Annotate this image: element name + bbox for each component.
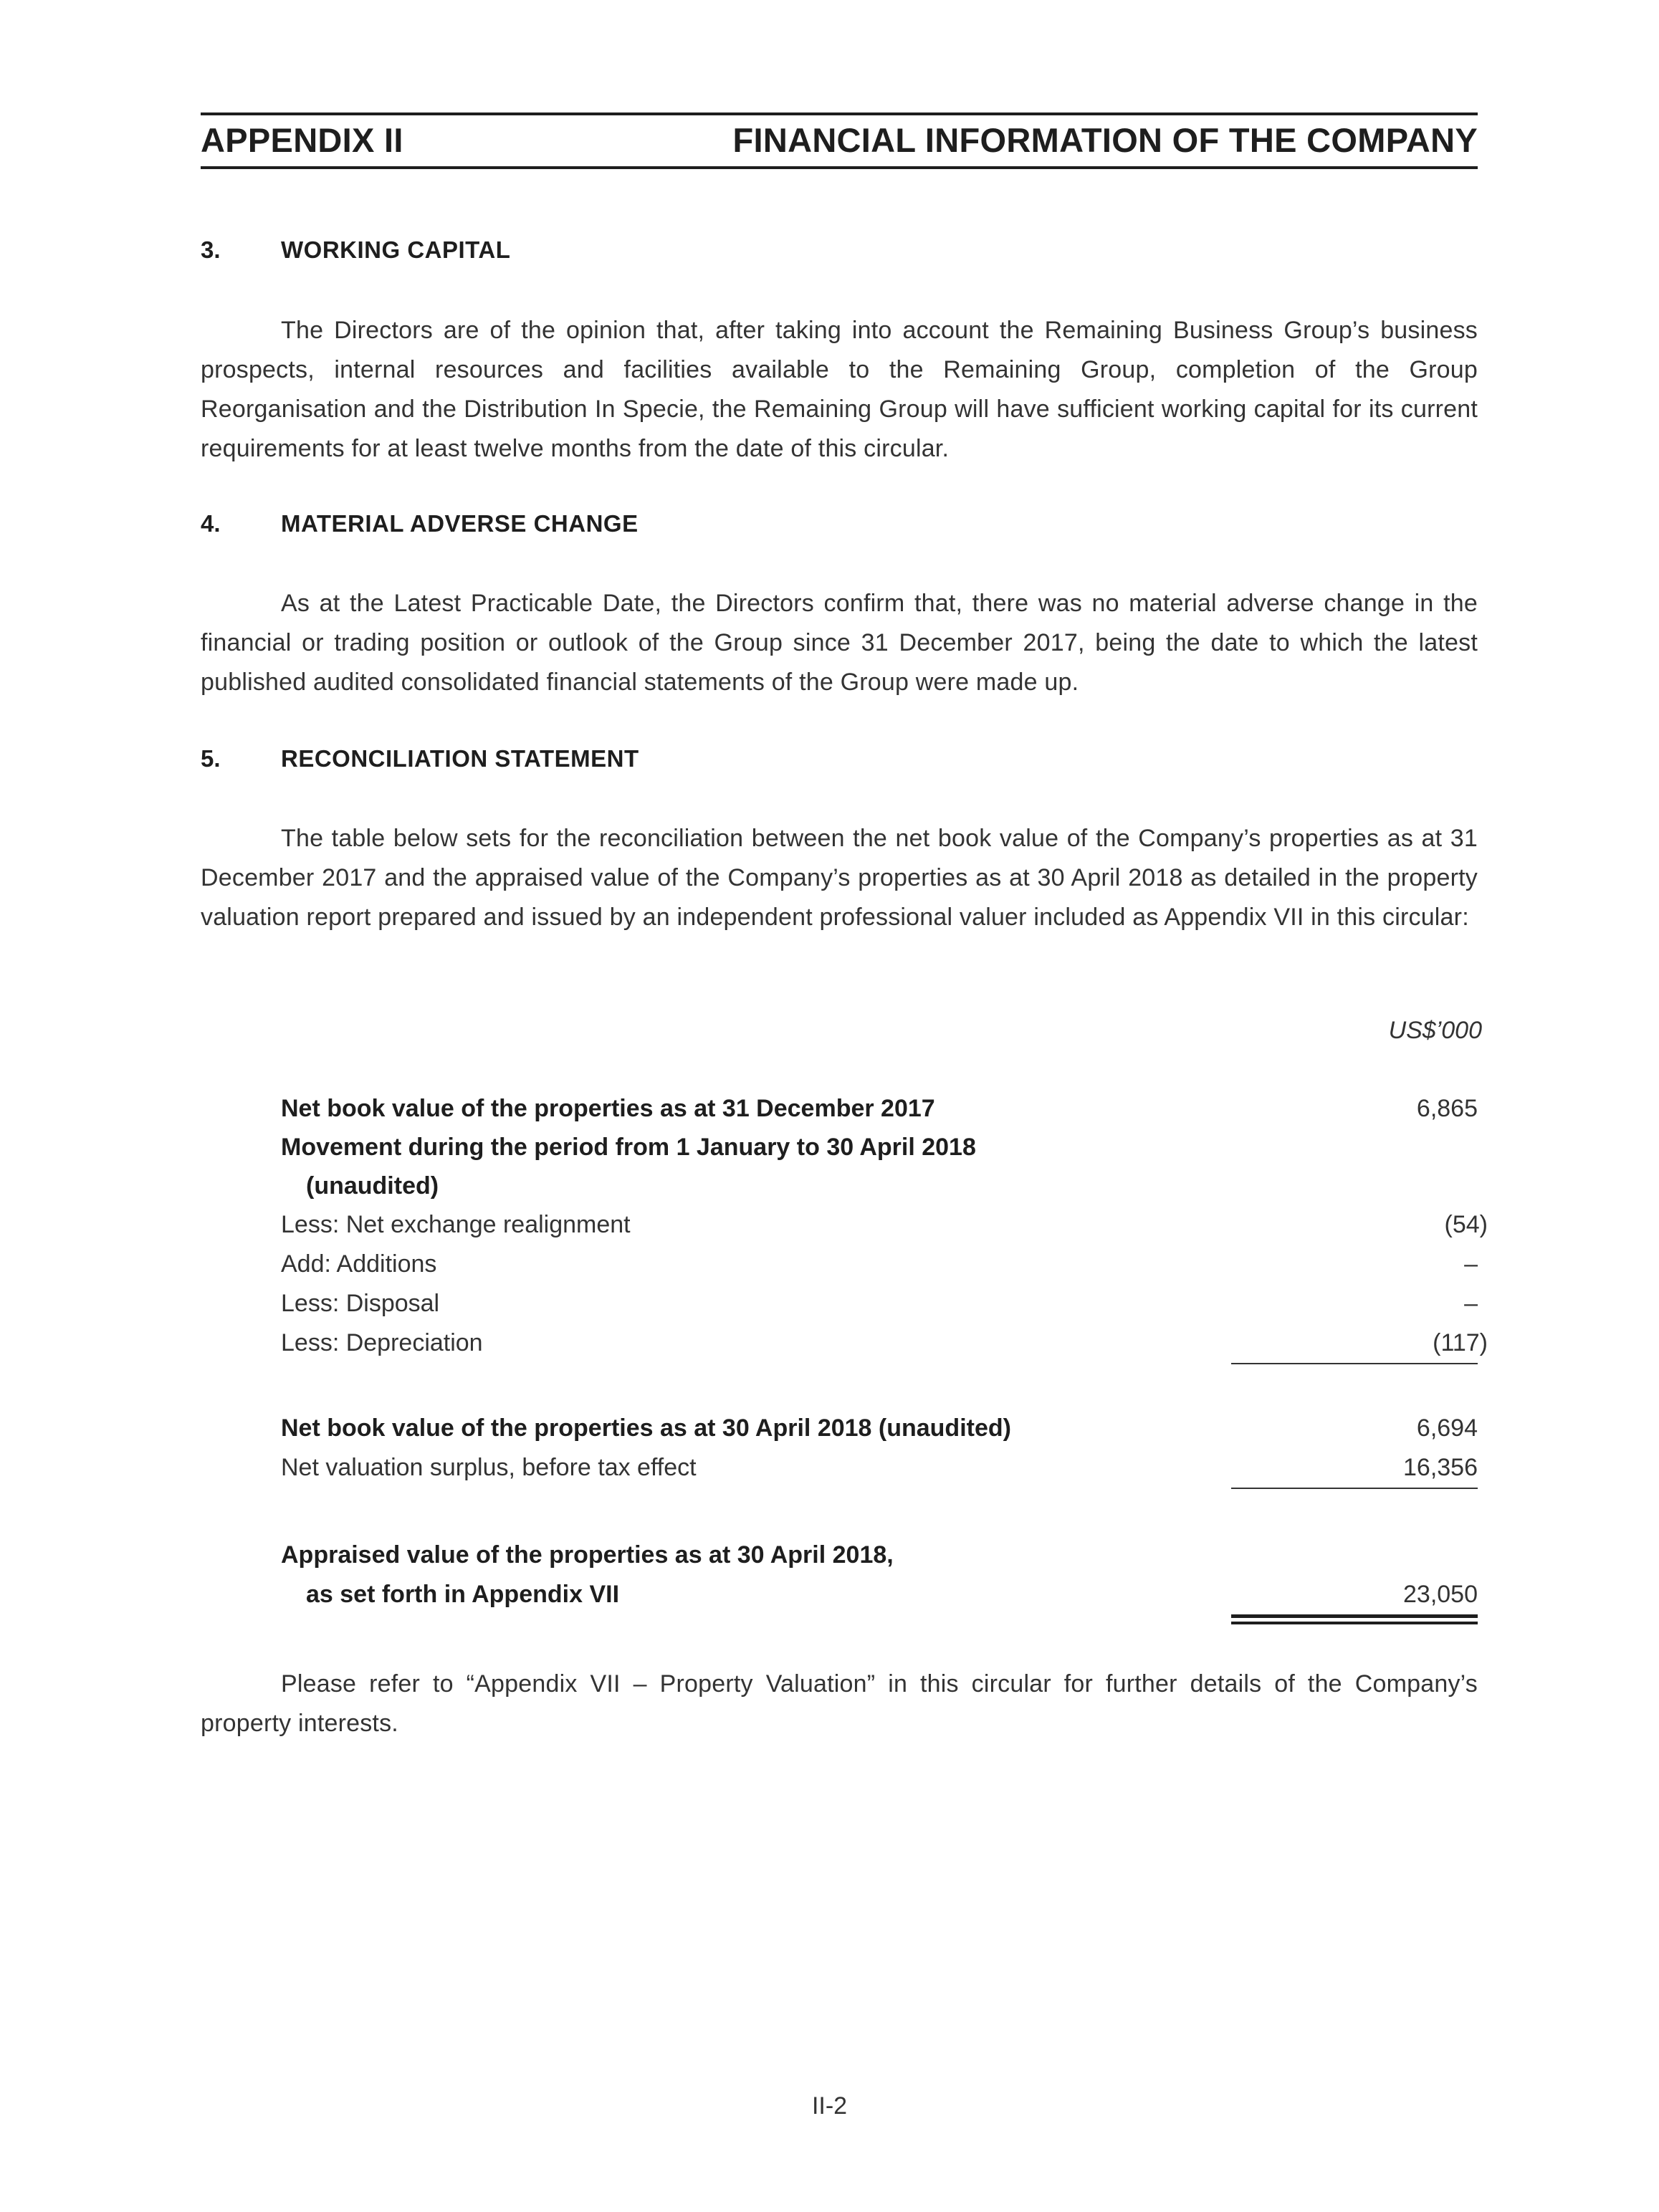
row-label: as set forth in Appendix VII [306, 1581, 620, 1608]
header-bottom-rule [201, 166, 1478, 169]
section-number: 4. [201, 510, 221, 537]
table-row [0, 1245, 1659, 1284]
table-row [0, 1089, 1659, 1129]
reconciliation-paragraph: The table below sets for the reconciliation between the net book value of the Company’s properties as at 31 December 2017 and the appraised value of the Company’s properties as at 30 April 2018 as detailed in the property valuation report prepared and issued by an independent professional valuer included as Appendix VII in this circular: [201, 825, 1478, 931]
row-label: Appraised value of the properties as at 30 April 2018, [281, 1541, 894, 1569]
row-label: (unaudited) [306, 1172, 439, 1200]
row-value: 6,694 [1416, 1414, 1478, 1442]
row-label: Less: Depreciation [281, 1329, 483, 1356]
table-row [0, 1323, 1659, 1363]
page-number: II-2 [811, 2092, 848, 2120]
subtotal-rule [1231, 1488, 1478, 1489]
section-title-reconciliation-statement: RECONCILIATION STATEMENT [281, 745, 639, 772]
row-label: Less: Net exchange realignment [281, 1211, 631, 1238]
table-row [0, 1536, 1659, 1575]
row-value: 16,356 [1403, 1454, 1478, 1481]
header-top-rule [201, 112, 1478, 115]
row-label: Movement during the period from 1 January to 30 April 2018 [281, 1134, 976, 1161]
row-value: – [1464, 1250, 1478, 1278]
section-title-working-capital: WORKING CAPITAL [281, 236, 511, 263]
row-label: Less: Disposal [281, 1290, 440, 1317]
section-number: 3. [201, 236, 221, 263]
table-unit-row [0, 1011, 1659, 1050]
row-label: Net valuation surplus, before tax effect [281, 1454, 697, 1481]
section-title-material-adverse-change: MATERIAL ADVERSE CHANGE [281, 510, 639, 537]
row-value: (117) [1433, 1329, 1488, 1356]
total-double-rule [1231, 1614, 1478, 1624]
row-value: 23,050 [1403, 1581, 1478, 1608]
material-adverse-change-paragraph: As at the Latest Practicable Date, the Directors confirm that, there was no material adverse change in the financial or trading position or outlook of the Group since 31 December 2017, being the date to which the latest published audited consolidated financial statements of the Group were made up. [201, 590, 1478, 696]
section-number: 5. [201, 745, 221, 772]
row-value: (54) [1444, 1211, 1488, 1238]
row-label: Add: Additions [281, 1250, 437, 1278]
working-capital-paragraph: The Directors are of the opinion that, after taking into account the Remaining Business Group’s business prospects, internal resources and facilities available to the Remaining Group, completion of the Group Reorganisation and the Distribution In Specie, the Remaining Group will have sufficient working capital for its current requirements for at least twelve months from the date of this circular. [201, 317, 1478, 462]
currency-unit-label: US$’000 [1388, 1017, 1482, 1044]
table-row [0, 1284, 1659, 1323]
table-row [0, 1575, 1659, 1614]
row-value: – [1464, 1290, 1478, 1317]
table-row [0, 1409, 1659, 1448]
appendix-title: APPENDIX II [201, 121, 403, 159]
subtotal-rule [1231, 1363, 1478, 1364]
table-row [0, 1128, 1659, 1167]
row-label: Net book value of the properties as at 31 December 2017 [281, 1095, 935, 1122]
row-label: Net book value of the properties as at 30 April 2018 (unaudited) [281, 1414, 1011, 1442]
table-row [0, 1167, 1659, 1206]
table-row [0, 1448, 1659, 1488]
closing-paragraph: Please refer to “Appendix VII – Property Valuation” in this circular for further details of the Company’s property interests. [201, 1670, 1478, 1737]
document-section-title: FINANCIAL INFORMATION OF THE COMPANY [732, 121, 1478, 159]
table-row [0, 1205, 1659, 1245]
row-value: 6,865 [1416, 1095, 1478, 1122]
